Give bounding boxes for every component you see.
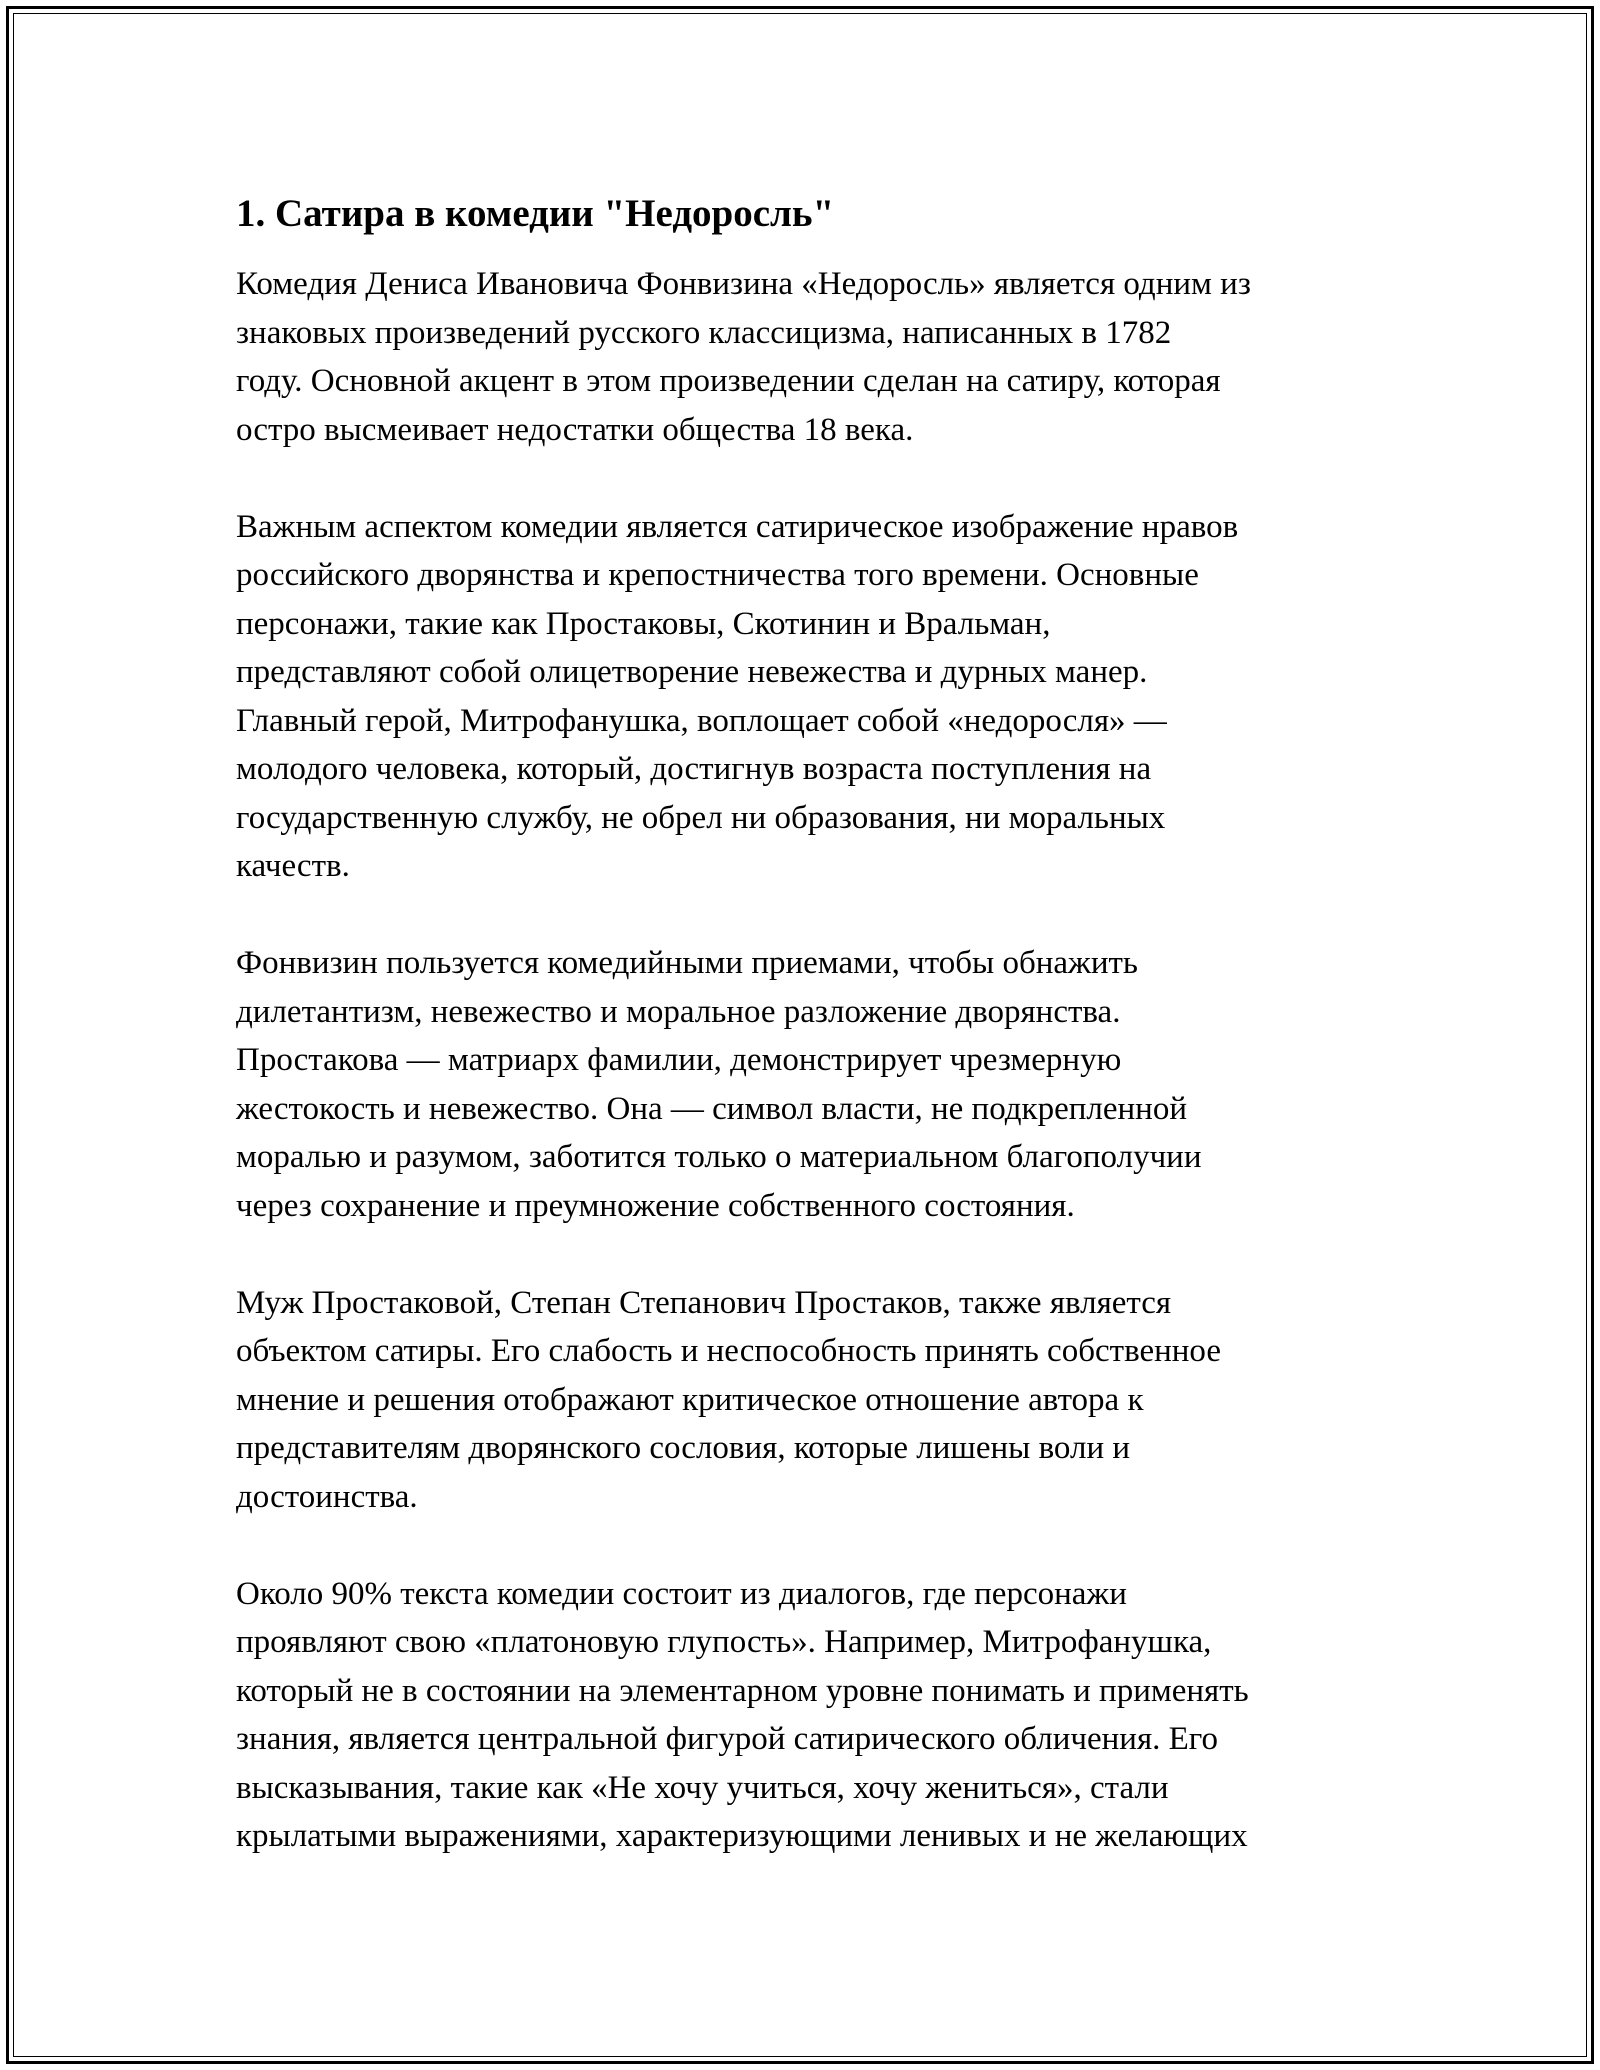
section-heading: 1. Сатира в комедии "Недоросль" — [236, 192, 835, 235]
paragraph-line: дилетантизм, невежество и моральное разложение дворянства. — [236, 993, 1121, 1030]
paragraph-line: молодого человека, который, достигнув возраста поступления на — [236, 751, 1152, 787]
paragraph-line: остро высмеивает недостатки общества 18 века. — [236, 411, 914, 448]
document-body — [236, 188, 1376, 1909]
paragraph-line: представителям дворянского сословия, которые лишены воли и — [236, 1430, 1131, 1466]
paragraph-line: жестокость и невежество. Она — символ власти, не подкрепленной — [236, 1090, 1187, 1127]
paragraph-line: высказывания, такие как «Не хочу учиться, хочу жениться», стали — [236, 1769, 1169, 1806]
paragraph-line: крылатыми выражениями, характеризующими ленивых и не желающих — [236, 1818, 1248, 1854]
paragraph-line: достоинства. — [236, 1478, 418, 1515]
paragraph-line: мнение и решения отображают критическое отношение автора к — [236, 1381, 1144, 1418]
paragraph-line: Простакова — матриарх фамилии, демонстрирует чрезмерную — [236, 1042, 1122, 1078]
paragraph-line: моралью и разумом, заботится только о материальном благополучии — [236, 1139, 1202, 1175]
paragraph — [236, 939, 1376, 1230]
paragraph — [236, 260, 1376, 454]
paragraph-line: Важным аспектом комедии является сатирическое изображение нравов — [236, 508, 1239, 545]
paragraph — [236, 503, 1376, 891]
paragraph-line: Около 90% текста комедии состоит из диалогов, где персонажи — [236, 1575, 1127, 1612]
paragraph-line: году. Основной акцент в этом произведении сделан на сатиру, которая — [236, 363, 1221, 399]
paragraph-line: объектом сатиры. Его слабость и неспособность принять собственное — [236, 1333, 1221, 1369]
paragraph-line: государственную службу, не обрел ни образования, ни моральных — [236, 799, 1166, 836]
paragraph-line: российского дворянства и крепостничества того времени. Основные — [236, 557, 1199, 593]
paragraph-line: представляют собой олицетворение невежества и дурных манер. — [236, 654, 1148, 690]
paragraph-line: Фонвизин пользуется комедийными приемами, чтобы обнажить — [236, 945, 1138, 981]
paragraph-line: Муж Простаковой, Степан Степанович Простаков, также является — [236, 1284, 1172, 1321]
paragraph — [236, 1279, 1376, 1522]
paragraph-line: который не в состоянии на элементарном уровне понимать и применять — [236, 1672, 1249, 1709]
paragraph-line: Комедия Дениса Ивановича Фонвизина «Недоросль» является одним из — [236, 266, 1251, 302]
paragraph-line: знаковых произведений русского классицизма, написанных в 1782 — [236, 314, 1172, 351]
paragraph-list — [236, 260, 1376, 1861]
paragraph-line: персонажи, такие как Простаковы, Скотинин и Вральман, — [236, 605, 1051, 642]
paragraph-line: качеств. — [236, 848, 350, 884]
paragraph — [236, 1570, 1376, 1861]
paragraph-line: знания, является центральной фигурой сатирического обличения. Его — [236, 1721, 1218, 1757]
paragraph-line: через сохранение и преумножение собственного состояния. — [236, 1187, 1075, 1224]
paragraph-line: Главный герой, Митрофанушка, воплощает собой «недоросля» — — [236, 702, 1167, 739]
paragraph-line: проявляют свою «платоновую глупость». Например, Митрофанушка, — [236, 1624, 1212, 1660]
